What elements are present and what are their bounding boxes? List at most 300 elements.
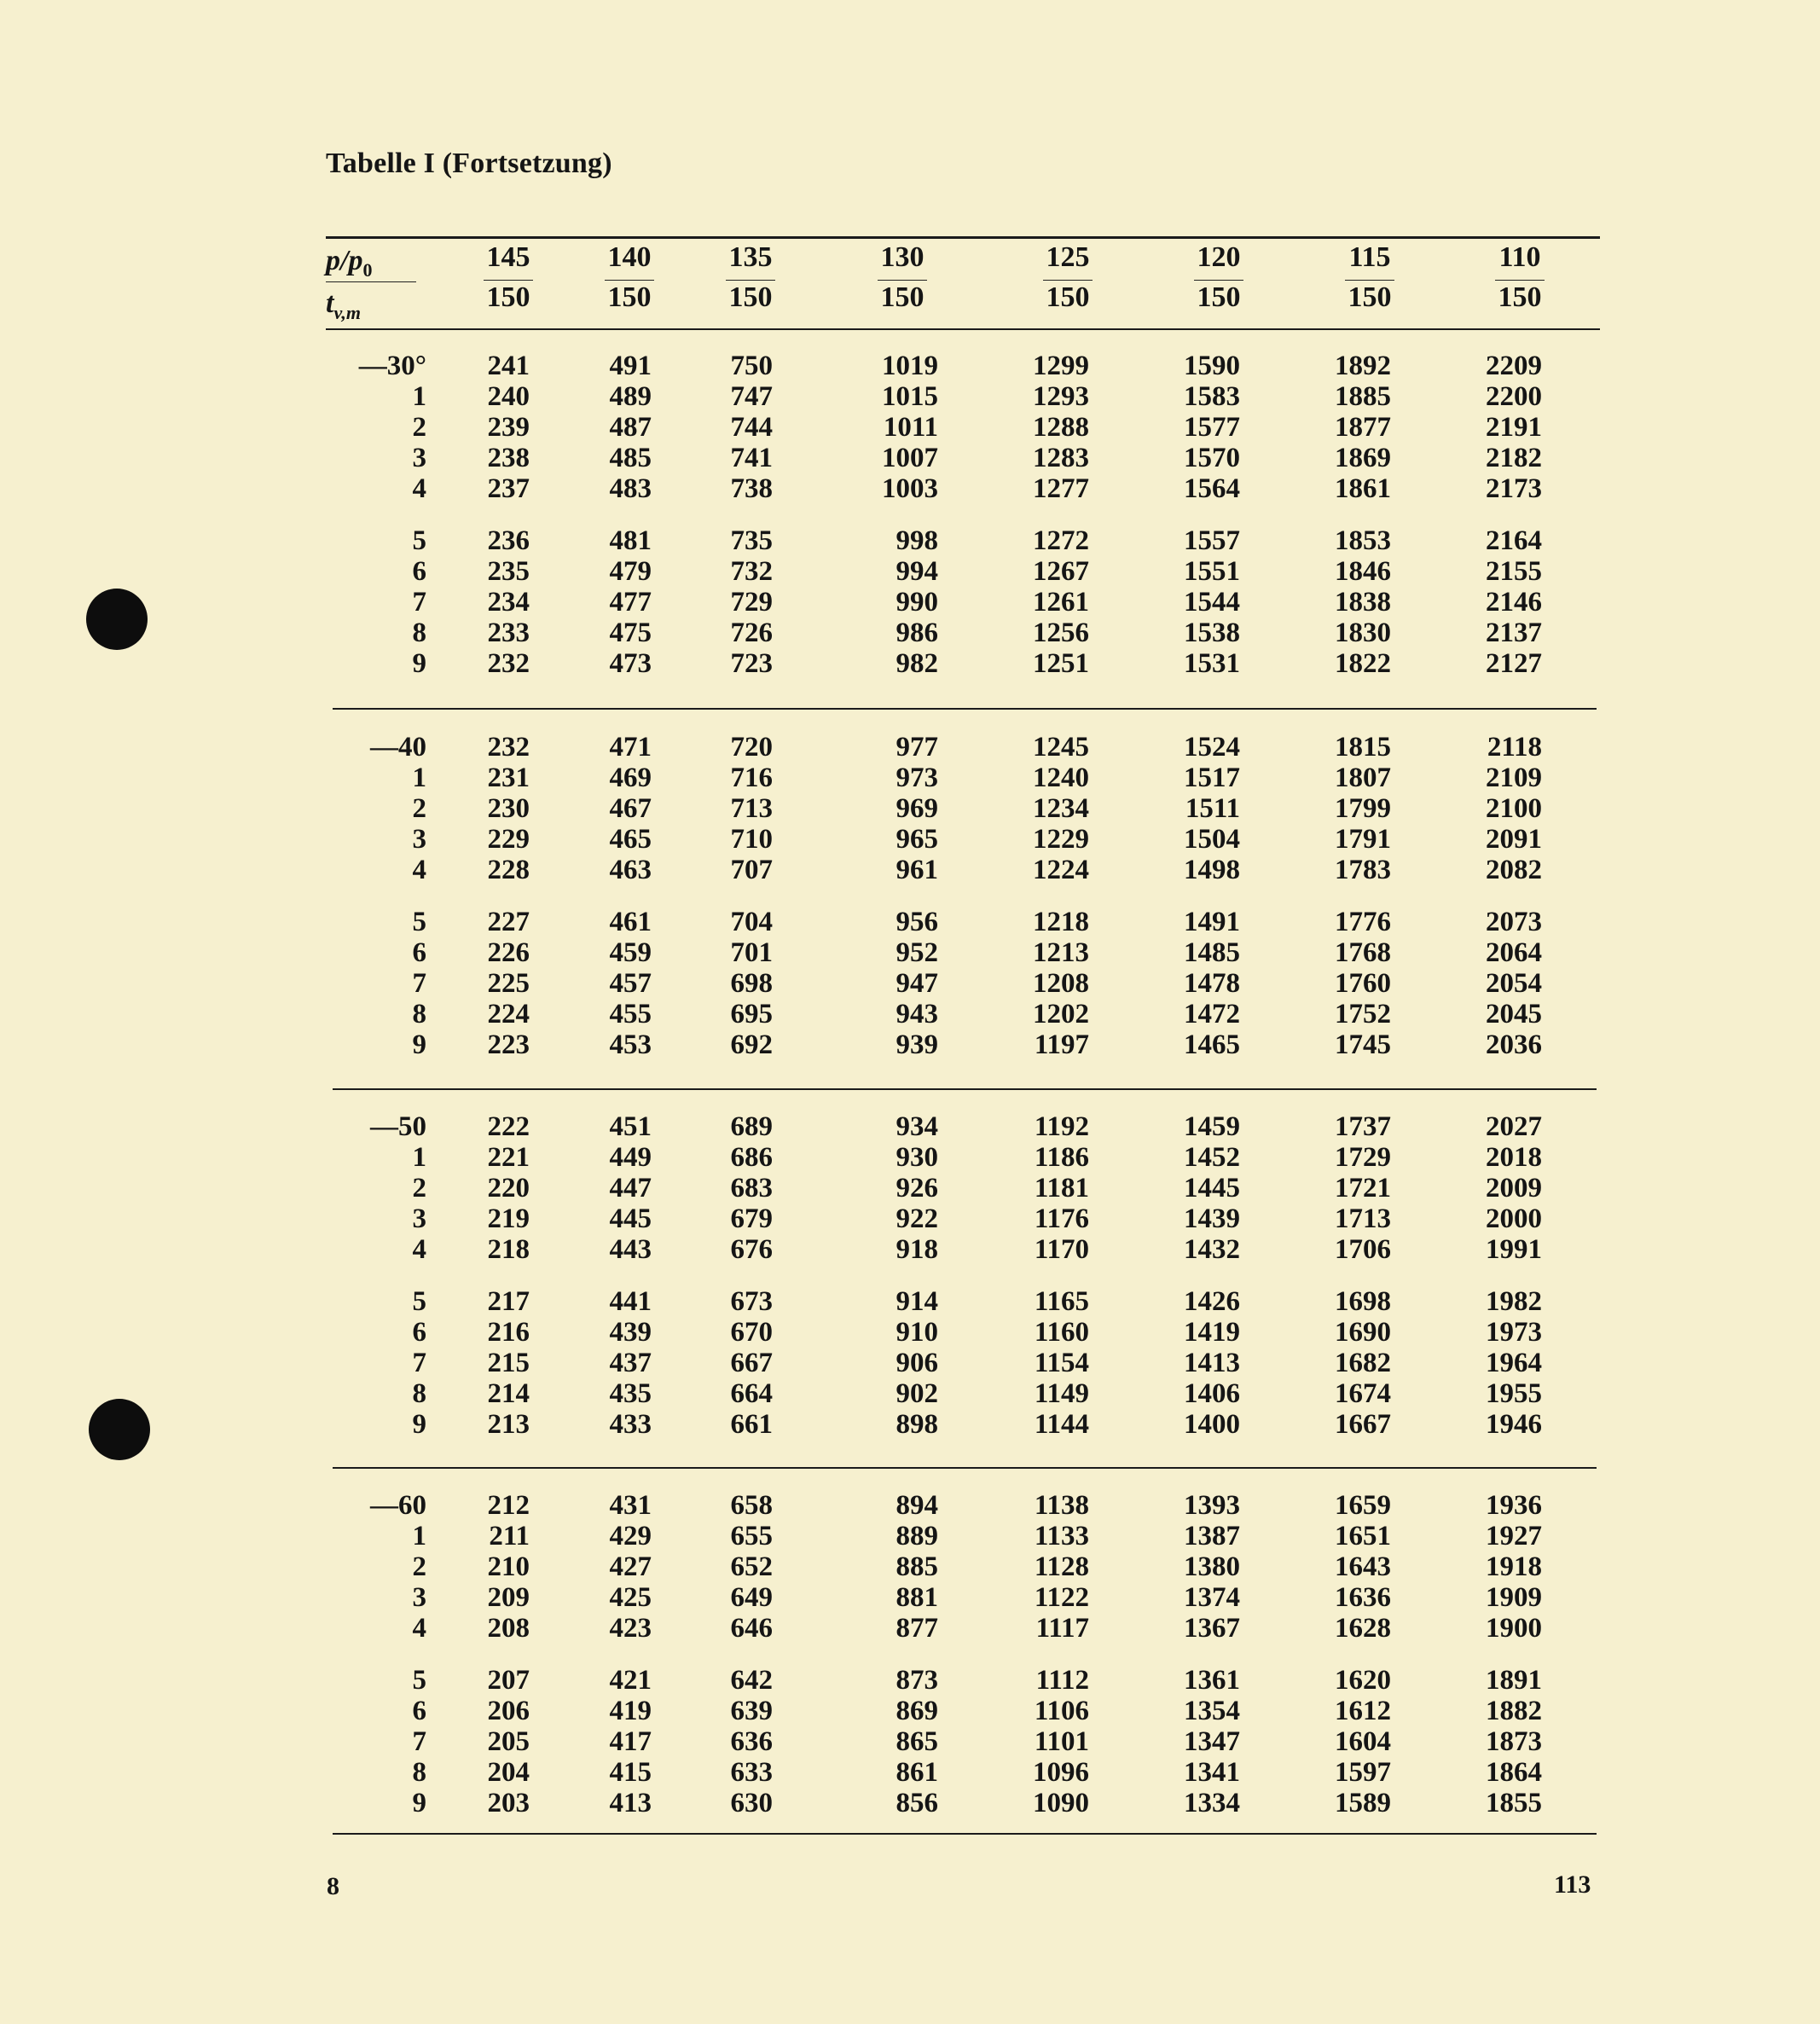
value-cell: 969 — [896, 793, 938, 824]
value-cell: 695 — [730, 999, 773, 1029]
table-row — [0, 937, 1820, 968]
temperature-cell: 3 — [412, 1203, 426, 1234]
top-rule — [326, 236, 1600, 239]
value-cell: 1737 — [1335, 1111, 1391, 1142]
temperature-cell: 4 — [412, 473, 426, 504]
table-row — [0, 999, 1820, 1029]
table-row — [0, 1726, 1820, 1757]
header-fraction-line — [605, 280, 654, 281]
value-cell: 1597 — [1335, 1757, 1391, 1788]
temperature-cell: 1 — [412, 763, 426, 793]
value-cell: 1822 — [1335, 648, 1391, 679]
value-cell: 1612 — [1335, 1696, 1391, 1726]
value-cell: 1165 — [1034, 1286, 1089, 1317]
value-cell: 1760 — [1335, 968, 1391, 999]
table-row — [0, 1613, 1820, 1644]
value-cell: 483 — [609, 473, 652, 504]
value-cell: 1830 — [1335, 618, 1391, 648]
header-numerator: 115 — [1348, 241, 1391, 273]
value-cell: 1361 — [1184, 1665, 1240, 1696]
value-cell: 1799 — [1335, 793, 1391, 824]
table-row — [0, 1317, 1820, 1348]
value-cell: 1208 — [1033, 968, 1089, 999]
value-cell: 465 — [609, 824, 652, 855]
value-cell: 2137 — [1486, 618, 1542, 648]
value-cell: 449 — [609, 1142, 652, 1173]
value-cell: 491 — [609, 351, 652, 381]
temperature-cell: 5 — [412, 1286, 426, 1317]
value-cell: 413 — [609, 1788, 652, 1818]
value-cell: 208 — [487, 1613, 530, 1644]
value-cell: 1577 — [1184, 412, 1240, 443]
value-cell: 655 — [730, 1521, 773, 1551]
table-row — [0, 1348, 1820, 1378]
value-cell: 222 — [487, 1111, 530, 1142]
value-cell: 1918 — [1486, 1551, 1542, 1582]
value-cell: 461 — [609, 907, 652, 937]
value-cell: 1807 — [1335, 763, 1391, 793]
value-cell: 445 — [609, 1203, 652, 1234]
value-cell: 236 — [487, 525, 530, 556]
value-cell: 240 — [487, 381, 530, 412]
temperature-cell: 7 — [412, 968, 426, 999]
value-cell: 1293 — [1033, 381, 1089, 412]
header-fraction-line — [484, 280, 533, 281]
value-cell: 710 — [730, 824, 773, 855]
value-cell: 1015 — [882, 381, 938, 412]
value-cell: 649 — [730, 1582, 773, 1613]
table-row — [0, 1696, 1820, 1726]
value-cell: 2173 — [1486, 473, 1542, 504]
value-cell: 982 — [896, 648, 938, 679]
value-cell: 2000 — [1486, 1203, 1542, 1234]
value-cell: 2118 — [1487, 732, 1542, 763]
temperature-cell: —50 — [370, 1111, 426, 1142]
value-cell: 1122 — [1034, 1582, 1089, 1613]
temperature-cell: 9 — [412, 1029, 426, 1060]
table-row — [0, 968, 1820, 999]
value-cell: 2045 — [1486, 999, 1542, 1029]
value-cell: 1853 — [1335, 525, 1391, 556]
value-cell: 1380 — [1184, 1551, 1240, 1582]
value-cell: 1927 — [1486, 1521, 1542, 1551]
table-row — [0, 732, 1820, 763]
value-cell: 224 — [487, 999, 530, 1029]
temperature-cell: 8 — [412, 999, 426, 1029]
value-cell: 2200 — [1486, 381, 1542, 412]
temperature-cell: 1 — [412, 381, 426, 412]
value-cell: 1861 — [1335, 473, 1391, 504]
value-cell: 1628 — [1335, 1613, 1391, 1644]
value-cell: 1387 — [1184, 1521, 1240, 1551]
value-cell: 934 — [896, 1111, 938, 1142]
temperature-cell: 6 — [412, 1317, 426, 1348]
value-cell: 1170 — [1034, 1234, 1089, 1265]
value-cell: 239 — [487, 412, 530, 443]
value-cell: 1267 — [1033, 556, 1089, 587]
table-row — [0, 1142, 1820, 1173]
value-cell: 1589 — [1335, 1788, 1391, 1818]
value-cell: 1432 — [1184, 1234, 1240, 1265]
temperature-cell: —40 — [370, 732, 426, 763]
header-fraction-line — [1043, 280, 1093, 281]
value-cell: 902 — [896, 1378, 938, 1409]
value-cell: 227 — [487, 907, 530, 937]
value-cell: 1261 — [1033, 587, 1089, 618]
header-fraction-line — [1194, 280, 1243, 281]
table-row — [0, 587, 1820, 618]
value-cell: 1791 — [1335, 824, 1391, 855]
table-row — [0, 1234, 1820, 1265]
header-numerator: 145 — [486, 241, 530, 273]
value-cell: 232 — [487, 648, 530, 679]
value-cell: 1882 — [1486, 1696, 1542, 1726]
value-cell: 716 — [730, 763, 773, 793]
value-cell: 1133 — [1034, 1521, 1089, 1551]
value-cell: 1445 — [1184, 1173, 1240, 1203]
table-row — [0, 855, 1820, 885]
temperature-cell: —60 — [370, 1490, 426, 1521]
value-cell: 453 — [609, 1029, 652, 1060]
value-cell: 232 — [487, 732, 530, 763]
value-cell: 894 — [896, 1490, 938, 1521]
value-cell: 1674 — [1335, 1378, 1391, 1409]
value-cell: 732 — [730, 556, 773, 587]
header-denominator: 150 — [1046, 281, 1090, 313]
table-row — [0, 793, 1820, 824]
value-cell: 930 — [896, 1142, 938, 1173]
value-cell: 1106 — [1034, 1696, 1089, 1726]
value-cell: 1485 — [1184, 937, 1240, 968]
value-cell: 661 — [730, 1409, 773, 1440]
value-cell: 1973 — [1486, 1317, 1542, 1348]
value-cell: 2191 — [1486, 412, 1542, 443]
value-cell: 1007 — [882, 443, 938, 473]
value-cell: 228 — [487, 855, 530, 885]
value-cell: 1538 — [1184, 618, 1240, 648]
value-cell: 1117 — [1035, 1613, 1089, 1644]
value-cell: 676 — [730, 1234, 773, 1265]
temperature-cell: 9 — [412, 648, 426, 679]
table-row — [0, 1788, 1820, 1818]
header-fraction-line — [878, 280, 927, 281]
block-separator-rule — [333, 1088, 1597, 1090]
temperature-cell: 1 — [412, 1142, 426, 1173]
value-cell: 646 — [730, 1613, 773, 1644]
value-cell: 1213 — [1033, 937, 1089, 968]
value-cell: 220 — [487, 1173, 530, 1203]
value-cell: 861 — [896, 1757, 938, 1788]
value-cell: 1176 — [1034, 1203, 1089, 1234]
value-cell: 481 — [609, 525, 652, 556]
table-row — [0, 763, 1820, 793]
table-row — [0, 525, 1820, 556]
value-cell: 455 — [609, 999, 652, 1029]
value-cell: 865 — [896, 1726, 938, 1757]
value-cell: 994 — [896, 556, 938, 587]
value-cell: 237 — [487, 473, 530, 504]
value-cell: 636 — [730, 1726, 773, 1757]
value-cell: 977 — [896, 732, 938, 763]
value-cell: 1192 — [1034, 1111, 1089, 1142]
value-cell: 1590 — [1184, 351, 1240, 381]
temperature-label — [326, 287, 361, 324]
table-row — [0, 1551, 1820, 1582]
value-cell: 1620 — [1335, 1665, 1391, 1696]
value-cell: 1272 — [1033, 525, 1089, 556]
value-cell: 238 — [487, 443, 530, 473]
value-cell: 2100 — [1486, 793, 1542, 824]
temperature-cell: 8 — [412, 1378, 426, 1409]
value-cell: 1869 — [1335, 443, 1391, 473]
value-cell: 209 — [487, 1582, 530, 1613]
header-denominator: 150 — [880, 281, 924, 313]
table-row — [0, 556, 1820, 587]
value-cell: 729 — [730, 587, 773, 618]
value-cell: 2091 — [1486, 824, 1542, 855]
footer-left: 8 — [327, 1872, 339, 1900]
value-cell: 487 — [609, 412, 652, 443]
value-cell: 459 — [609, 937, 652, 968]
value-cell: 1583 — [1184, 381, 1240, 412]
value-cell: 1776 — [1335, 907, 1391, 937]
value-cell: 698 — [730, 968, 773, 999]
value-cell: 1517 — [1184, 763, 1240, 793]
table-row — [0, 1665, 1820, 1696]
value-cell: 427 — [609, 1551, 652, 1582]
value-cell: 1909 — [1486, 1582, 1542, 1613]
value-cell: 1154 — [1034, 1348, 1089, 1378]
temperature-cell: 6 — [412, 1696, 426, 1726]
value-cell: 235 — [487, 556, 530, 587]
value-cell: 1347 — [1184, 1726, 1240, 1757]
temperature-cell: 4 — [412, 855, 426, 885]
value-cell: 204 — [487, 1757, 530, 1788]
value-cell: 1197 — [1034, 1029, 1089, 1060]
value-cell: 735 — [730, 525, 773, 556]
header-denominator: 150 — [1348, 281, 1392, 313]
temperature-cell: 4 — [412, 1613, 426, 1644]
temperature-cell: 4 — [412, 1234, 426, 1265]
value-cell: 1604 — [1335, 1726, 1391, 1757]
value-cell: 2073 — [1486, 907, 1542, 937]
value-cell: 1544 — [1184, 587, 1240, 618]
temperature-cell: 6 — [412, 937, 426, 968]
value-cell: 2164 — [1486, 525, 1542, 556]
table-row — [0, 381, 1820, 412]
value-cell: 1202 — [1033, 999, 1089, 1029]
value-cell: 1768 — [1335, 937, 1391, 968]
value-cell: 479 — [609, 556, 652, 587]
value-cell: 1452 — [1184, 1142, 1240, 1173]
value-cell: 2209 — [1486, 351, 1542, 381]
label-fraction-line — [326, 281, 416, 282]
value-cell: 1144 — [1034, 1409, 1089, 1440]
temperature-cell: 2 — [412, 1173, 426, 1203]
value-cell: 457 — [609, 968, 652, 999]
value-cell: 1570 — [1184, 443, 1240, 473]
value-cell: 1667 — [1335, 1409, 1391, 1440]
header-numerator: 125 — [1046, 241, 1090, 273]
temperature-cell: 2 — [412, 412, 426, 443]
value-cell: 1643 — [1335, 1551, 1391, 1582]
page-number: 113 — [1554, 1870, 1591, 1899]
value-cell: 1096 — [1033, 1757, 1089, 1788]
table-row — [0, 1490, 1820, 1521]
value-cell: 633 — [730, 1757, 773, 1788]
value-cell: 1946 — [1486, 1409, 1542, 1440]
value-cell: 431 — [609, 1490, 652, 1521]
value-cell: 1299 — [1033, 351, 1089, 381]
table-row — [0, 351, 1820, 381]
value-cell: 2009 — [1486, 1173, 1542, 1203]
value-cell: 2182 — [1486, 443, 1542, 473]
value-cell: 1551 — [1184, 556, 1240, 587]
value-cell: 2027 — [1486, 1111, 1542, 1142]
value-cell: 1245 — [1033, 732, 1089, 763]
value-cell: 1729 — [1335, 1142, 1391, 1173]
header-numerator: 130 — [880, 241, 924, 273]
value-cell: 947 — [896, 968, 938, 999]
value-cell: 475 — [609, 618, 652, 648]
table-row — [0, 1757, 1820, 1788]
value-cell: 1651 — [1335, 1521, 1391, 1551]
value-cell: 1393 — [1184, 1490, 1240, 1521]
temperature-cell: 1 — [412, 1521, 426, 1551]
value-cell: 1288 — [1033, 412, 1089, 443]
value-cell: 1283 — [1033, 443, 1089, 473]
temperature-cell: 7 — [412, 1348, 426, 1378]
header-denominator: 150 — [1197, 281, 1241, 313]
value-cell: 1374 — [1184, 1582, 1240, 1613]
table-row — [0, 648, 1820, 679]
table-row — [0, 1582, 1820, 1613]
value-cell: 1465 — [1184, 1029, 1240, 1060]
value-cell: 965 — [896, 824, 938, 855]
value-cell: 1564 — [1184, 473, 1240, 504]
value-cell: 1783 — [1335, 855, 1391, 885]
value-cell: 1256 — [1033, 618, 1089, 648]
value-cell: 234 — [487, 587, 530, 618]
temperature-cell: 2 — [412, 1551, 426, 1582]
table-row — [0, 1378, 1820, 1409]
value-cell: 241 — [487, 351, 530, 381]
value-cell: 433 — [609, 1409, 652, 1440]
value-cell: 961 — [896, 855, 938, 885]
table-row — [0, 1203, 1820, 1234]
value-cell: 1277 — [1033, 473, 1089, 504]
table-row — [0, 907, 1820, 937]
value-cell: 664 — [730, 1378, 773, 1409]
value-cell: 1400 — [1184, 1409, 1240, 1440]
value-cell: 707 — [730, 855, 773, 885]
pressure-ratio-label-text: p/p — [326, 245, 363, 276]
value-cell: 2018 — [1486, 1142, 1542, 1173]
value-cell: 750 — [730, 351, 773, 381]
value-cell: 1891 — [1486, 1665, 1542, 1696]
value-cell: 1419 — [1184, 1317, 1240, 1348]
value-cell: 2127 — [1486, 648, 1542, 679]
temperature-cell: 9 — [412, 1788, 426, 1818]
table-row — [0, 1111, 1820, 1142]
value-cell: 670 — [730, 1317, 773, 1348]
temperature-cell: 9 — [412, 1409, 426, 1440]
value-cell: 463 — [609, 855, 652, 885]
value-cell: 1659 — [1335, 1490, 1391, 1521]
table-row — [0, 1521, 1820, 1551]
temperature-cell: 3 — [412, 443, 426, 473]
value-cell: 914 — [896, 1286, 938, 1317]
value-cell: 217 — [487, 1286, 530, 1317]
table-row — [0, 1286, 1820, 1317]
value-cell: 467 — [609, 793, 652, 824]
temperature-cell: 8 — [412, 1757, 426, 1788]
value-cell: 473 — [609, 648, 652, 679]
value-cell: 673 — [730, 1286, 773, 1317]
value-cell: 485 — [609, 443, 652, 473]
value-cell: 910 — [896, 1317, 938, 1348]
table-row — [0, 1173, 1820, 1203]
value-cell: 207 — [487, 1665, 530, 1696]
value-cell: 226 — [487, 937, 530, 968]
header-denominator: 150 — [728, 281, 773, 313]
table-row — [0, 1409, 1820, 1440]
value-cell: 943 — [896, 999, 938, 1029]
value-cell: 1504 — [1184, 824, 1240, 855]
value-cell: 230 — [487, 793, 530, 824]
temperature-cell: 3 — [412, 1582, 426, 1613]
value-cell: 667 — [730, 1348, 773, 1378]
value-cell: 1855 — [1486, 1788, 1542, 1818]
value-cell: 417 — [609, 1726, 652, 1757]
value-cell: 639 — [730, 1696, 773, 1726]
table-row — [0, 473, 1820, 504]
temperature-cell: 7 — [412, 587, 426, 618]
value-cell: 1090 — [1033, 1788, 1089, 1818]
table-row — [0, 824, 1820, 855]
value-cell: 744 — [730, 412, 773, 443]
value-cell: 229 — [487, 824, 530, 855]
temperature-cell: 8 — [412, 618, 426, 648]
value-cell: 1186 — [1034, 1142, 1089, 1173]
value-cell: 441 — [609, 1286, 652, 1317]
value-cell: 686 — [730, 1142, 773, 1173]
block-separator-rule — [333, 1467, 1597, 1469]
value-cell: 219 — [487, 1203, 530, 1234]
value-cell: 425 — [609, 1582, 652, 1613]
value-cell: 1459 — [1184, 1111, 1240, 1142]
value-cell: 206 — [487, 1696, 530, 1726]
value-cell: 990 — [896, 587, 938, 618]
value-cell: 1224 — [1033, 855, 1089, 885]
value-cell: 922 — [896, 1203, 938, 1234]
value-cell: 1478 — [1184, 968, 1240, 999]
value-cell: 738 — [730, 473, 773, 504]
temperature-cell: 5 — [412, 907, 426, 937]
value-cell: 1752 — [1335, 999, 1391, 1029]
value-cell: 1112 — [1035, 1665, 1089, 1696]
value-cell: 223 — [487, 1029, 530, 1060]
value-cell: 652 — [730, 1551, 773, 1582]
header-denominator: 150 — [1498, 281, 1542, 313]
value-cell: 881 — [896, 1582, 938, 1613]
value-cell: 720 — [730, 732, 773, 763]
table-row — [0, 412, 1820, 443]
value-cell: 231 — [487, 763, 530, 793]
header-denominator: 150 — [486, 281, 530, 313]
value-cell: 1334 — [1184, 1788, 1240, 1818]
value-cell: 1864 — [1486, 1757, 1542, 1788]
